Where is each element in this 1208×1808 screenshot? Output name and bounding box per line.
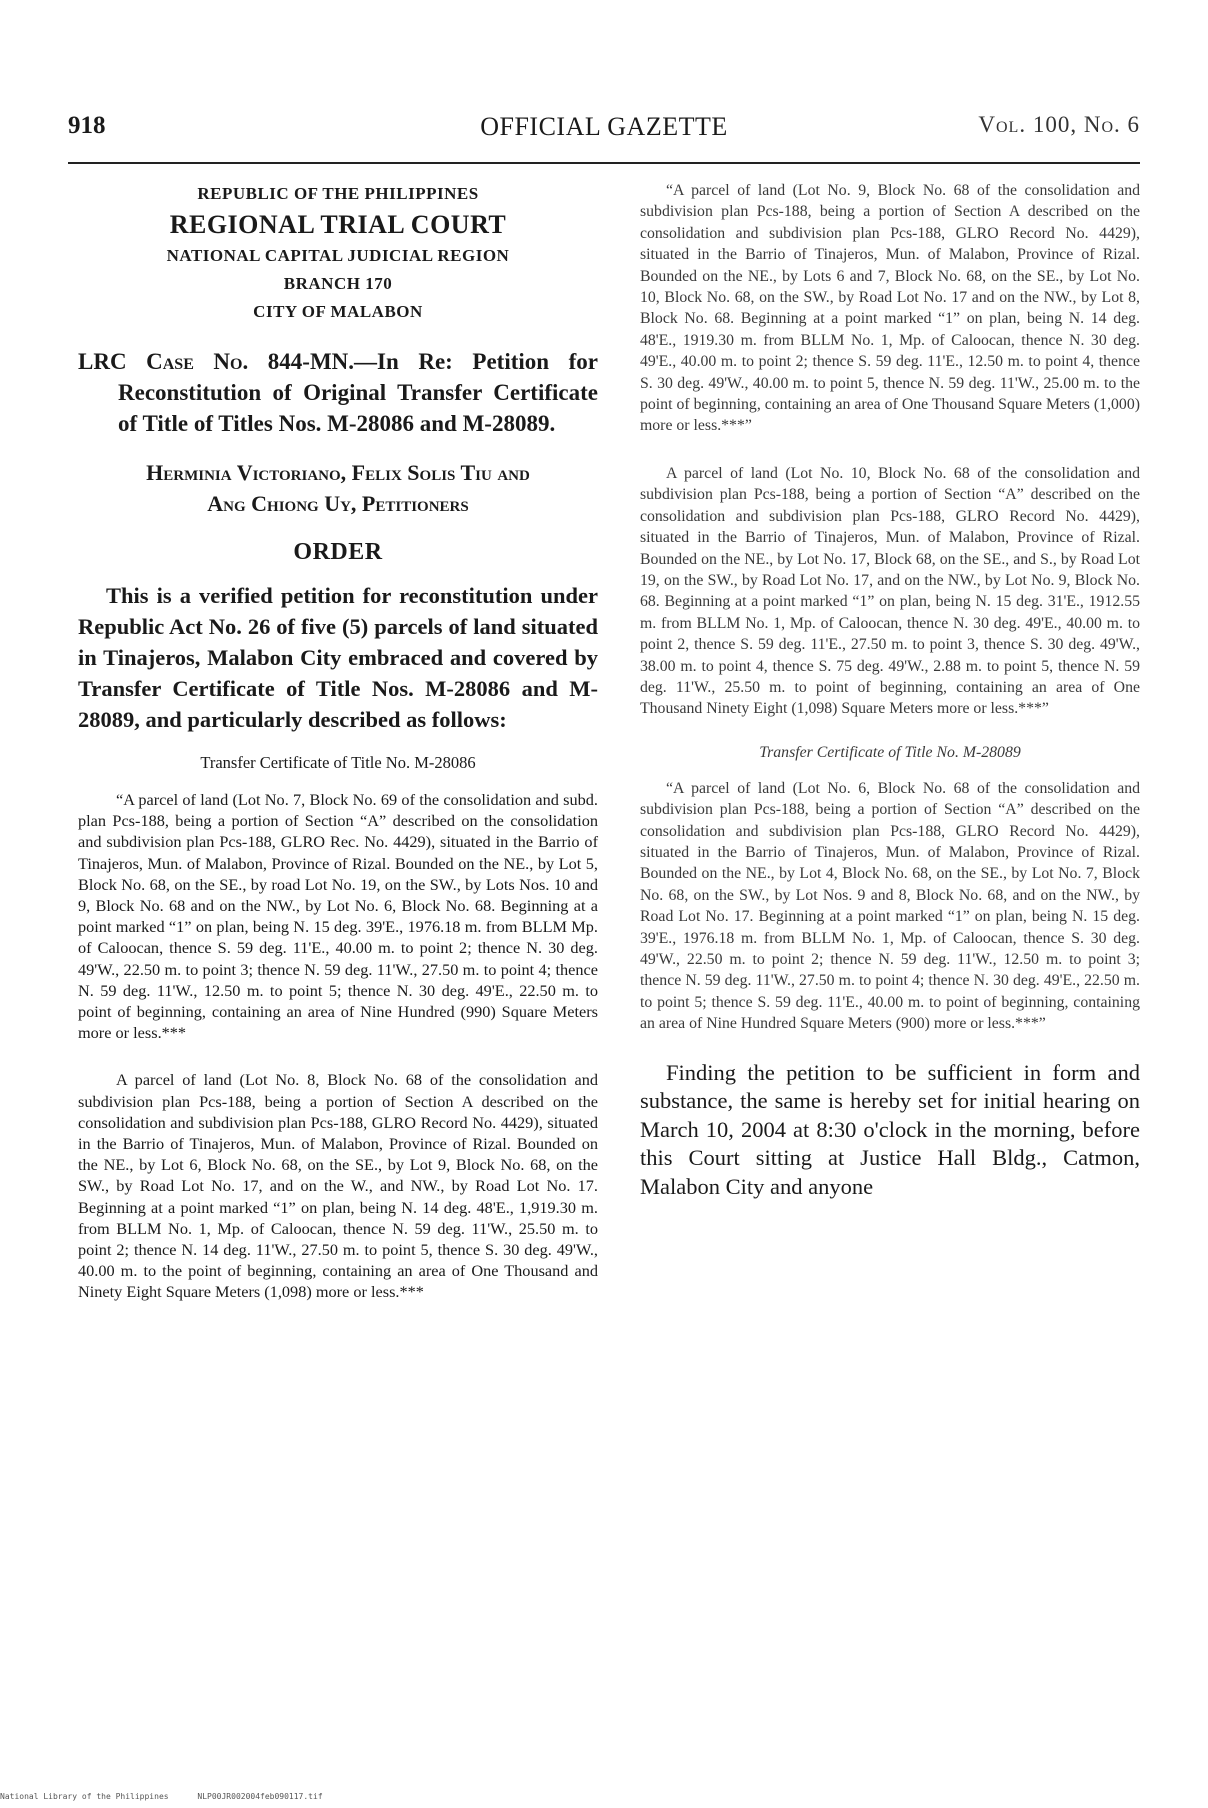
tct-28086-heading: Transfer Certificate of Title No. M-28086 [200, 753, 476, 772]
petitioners [78, 457, 598, 519]
petitioners-line-2: Ang Chiong Uy, Petitioners [207, 491, 469, 516]
parcel-lot-10: A parcel of land (Lot No. 10, Block No. 68 of the consolidation and subdivision plan Pcs-188, being a portion of Section “A” described on the consolidation and subdivision plan Pcs-188, GLRO Record No. 4429), situated in the Barrio of Tinajeros, Mun. of Malabon, Province of Rizal. Bounded on the NE., by Lot No. 17, Block 68, on the SE., and S., by Road Lot 19, on the SW., by Road Lot No. 17, and on the NW., by Lot No. 9, Block No. 68. Beginning at a point marked “1” on plan, being N. 15 deg. 31'E., 1912.55 m. from BLLM No. 1, Mp. of Caloocan, thence N. 30 deg. 49'E., 40.00 m. to point 2, thence S. 59 deg. 11'E., 27.50 m. to point 3, thence S. 30 deg. 49'W., 38.00 m. to point 4, thence S. 75 deg. 49'W., 2.88 m. to point 5, thence N. 59 deg. 11'W., 25.50 m. to point of beginning, containing an area of One Thousand Ninety Eight (1,098) Square Meters more or less.***” [640, 464, 1140, 718]
header-rule [68, 162, 1140, 164]
order-heading: ORDER [293, 539, 383, 565]
case-caption [78, 346, 598, 439]
parcel-lot-6: “A parcel of land (Lot No. 6, Block No. 68 of the consolidation and subdivision plan Pcs-188, being a portion of Section “A” described on the consolidation and subdivision plan Pcs-188, GLRO Record No. 4429), situated in the Barrio of Tinajeros, Mun. of Malabon, Province of Rizal. Bounded on the NE., by Lot 4, Block No. 68, on the SE., by Lot No. 7, Block No. 68, on the SW., by Lot Nos. 9 and 8, Block No. 68, and on the NW., by Road Lot No. 17. Beginning at a point marked “1” on plan, being N. 15 deg. 39'E., 1976.18 m. from BLLM No. 1, Mp. of Caloocan, thence S. 30 deg. 49'W., 22.50 m. to point 2; thence N. 59 deg. 11'W., 12.50 m. to point 3; thence N. 59 deg. 11'W., 27.50 m. to point 4; thence N. 30 deg. 49'E., 22.50 m. to point 5; thence S. 59 deg. 11'E., 40.00 m. to point of beginning, containing an area of Nine Hundred Square Meters (900) more or less.***” [640, 779, 1140, 1033]
case-number: LRC Case No. 844-MN. [78, 349, 355, 374]
court-name: REGIONAL TRIAL COURT [169, 210, 507, 239]
branch: BRANCH 170 [283, 274, 393, 293]
petitioners-line-1: Herminia Victoriano, Felix Solis Tiu and [146, 460, 530, 485]
tct-28089-heading: Transfer Certificate of Title No. M-28089 [759, 743, 1021, 761]
finding-paragraph: Finding the petition to be sufficient in form and substance, the same is hereby set for initial hearing on March 10, 2004 at 8:30 o'clock in the morning, before this Court sitting at Justice Hall Bldg., Catmon, Malabon City and anyone [640, 1059, 1140, 1199]
scan-footer [0, 1792, 347, 1801]
parcel-lot-8: A parcel of land (Lot No. 8, Block No. 68 of the consolidation and subdivision plan Pcs-188, being a portion of Section A described on the consolidation and subdivision plan Pcs-188, GLRO Record No. 4429), situated in the Barrio of Tinajeros, Mun. of Malabon, Province of Rizal. Bounded on the NE., by Lot 6, Block No. 68, on the SE., by Lot 9, Block No. 68, on the SW., by Road Lot No. 17, and on the W., and NW., by Road Lot No. 17. Beginning at a point marked “1” on plan, being N. 14 deg. 48'E., 1,919.30 m. from BLLM No. 1, Mp. of Caloocan, thence N. 59 deg. 11'W., 25.50 m. to point 2; thence N. 14 deg. 11'W., 27.50 m. to point 5, thence S. 30 deg. 49'W., 40.00 m. to the point of beginning, containing an area of One Thousand and Ninety Eight Square Meters (1,098) more or less.*** [78, 1070, 598, 1302]
volume-number: Vol. 100, No. 6 [978, 112, 1140, 137]
page-number: 918 [68, 112, 106, 139]
republic-heading: REPUBLIC OF THE PHILIPPINES [197, 184, 479, 203]
parcel-lot-7: “A parcel of land (Lot No. 7, Block No. 69 of the consolidation and subd. plan Pcs-188, being a portion of Section “A” described on the consolidation and subdivision plan Pcs-188, GLRO Rec. No. 4429), situated in the Barrio of Tinajeros, Mun. of Malabon, Province of Rizal. Bounded on the NE., by Lot 5, Block No. 68, on the SE., by road Lot No. 19, on the SW., by Lots Nos. 10 and 9, Block No. 68 and on the NW., by Lot No. 6, Block No. 68. Beginning at a point marked “1” on plan, being N. 15 deg. 39'E., 1976.18 m. from BLLM Mp. of Caloocan, thence S. 59 deg. 11'E., 40.00 m. to point 2; thence N. 30 deg. 49'W., 22.50 m. to point 3; thence N. 59 deg. 11'W., 27.50 m. to point 4; thence N. 59 deg. 11'W., 12.50 m. to point 5; thence N. 30 deg. 49'E., 22.50 m. to point of beginning, containing an area of Nine Hundred (990) Square Meters more or less.*** [78, 790, 598, 1043]
city: CITY OF MALABON [253, 302, 423, 321]
judicial-region: NATIONAL CAPITAL JUDICIAL REGION [166, 246, 510, 265]
case-title: —In Re: Petition for Reconstitution of Original Transfer Certificate of Title of Titles Nos. M-28086 and M-28089. [118, 349, 598, 436]
page-header [68, 112, 1140, 152]
gazette-title: OFFICIAL GAZETTE [480, 112, 728, 141]
order-intro: This is a verified petition for reconstitution under Republic Act No. 26 of five (5) parcels of land situated in Tinajeros, Malabon City embraced and covered by Transfer Certificate of Title Nos. M-28086 and M-28089, and particularly described as follows: [78, 583, 598, 732]
footer-library: National Library of the Philippines [0, 1792, 169, 1801]
footer-file: NLP00JR002004feb090117.tif [197, 1792, 323, 1801]
left-column [78, 180, 598, 1303]
parcel-lot-9: “A parcel of land (Lot No. 9, Block No. 68 of the consolidation and subdivision plan Pcs-188, being a portion of Section A described on the consolidation and subdivision plan Pcs-188, GLRO Record No. 4429), situated in the Barrio of Tinajeros, Mun. of Malabon, Province of Rizal. Bounded on the NE., by Lots 6 and 7, Block No. 68, on the SE., by Lot No. 10, Block No. 68, on the SW., by Road Lot No. 17 and on the NW., by Lot 8, Block No. 68. Beginning at a point marked “1” on plan, being N. 14 deg. 48'E., 1919.30 m. from BLLM No. 1, Mp. of Caloocan, thence N. 30 deg. 49'E., 40.00 m. to point 2; thence S. 59 deg. 11'E., 12.50 m. to point 4, thence S. 30 deg. 49'W., 40.00 m. to point 5, thence N. 59 deg. 11'W., 25.00 m. to the point of beginning, containing an area of One Thousand Square Meters (1,000) more or less.***” [640, 182, 1140, 435]
right-column [640, 180, 1140, 1201]
